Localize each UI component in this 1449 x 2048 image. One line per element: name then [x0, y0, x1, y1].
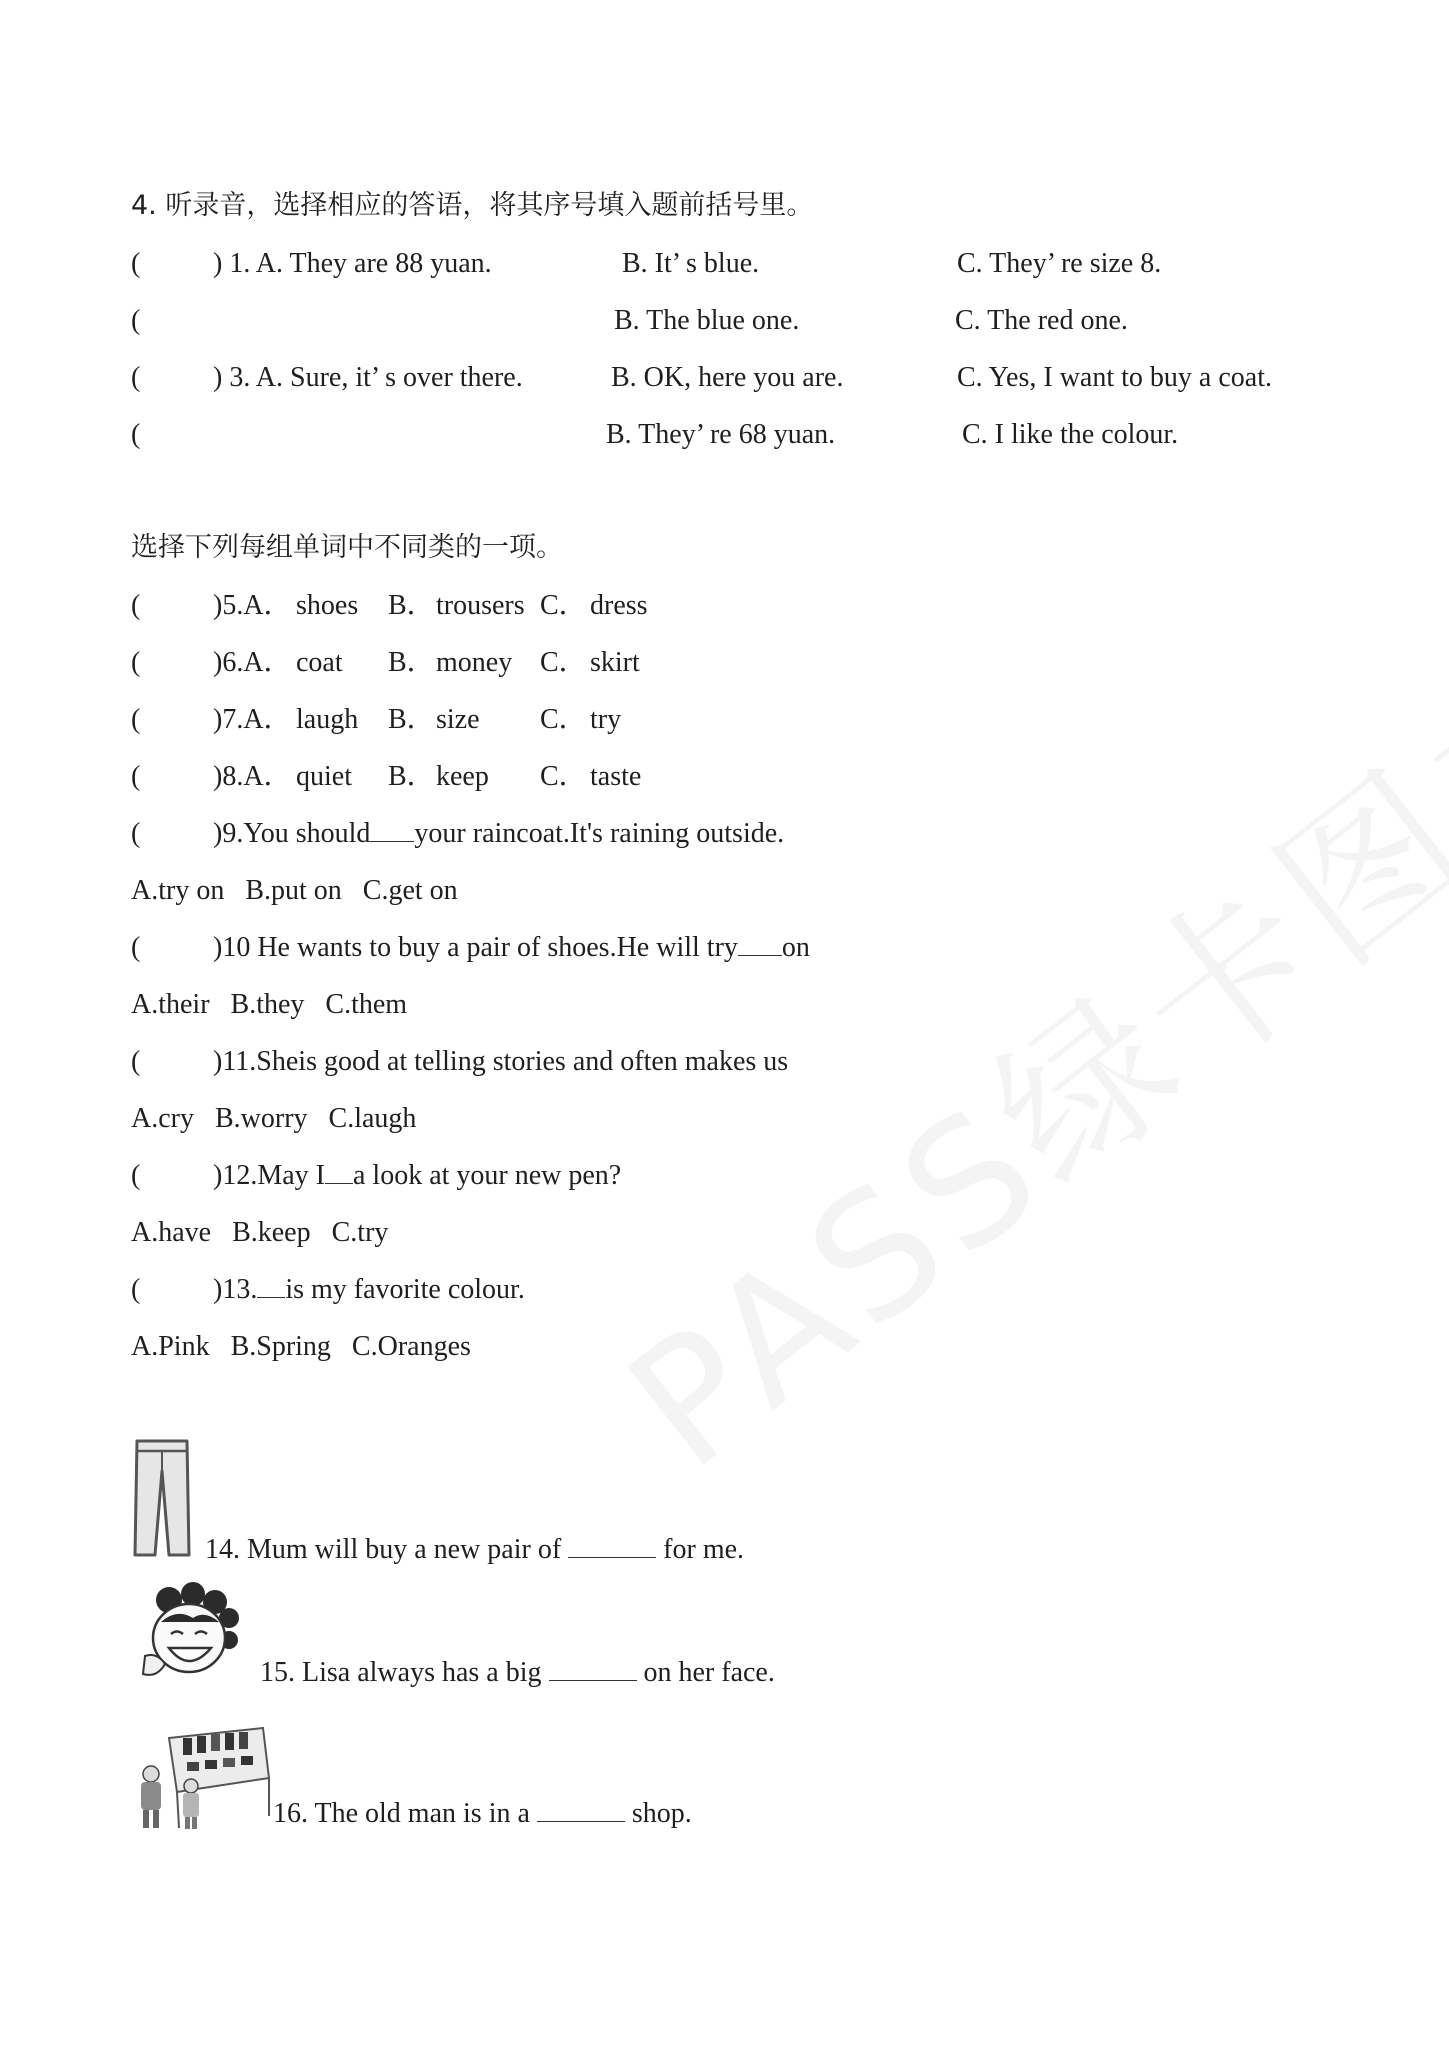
question-13-text-a: )13. — [213, 1274, 258, 1305]
question-14-text-a: 14. Mum will buy a new pair of — [205, 1534, 562, 1565]
question-15-text-b: on her face. — [643, 1657, 775, 1688]
trousers-icon — [131, 1437, 193, 1559]
answer-bracket: ( — [131, 1160, 141, 1191]
question-1-option-c: C. They’ re size 8. — [957, 248, 1162, 279]
option-c-label: C． — [540, 704, 587, 735]
question-13-text-b: is my favorite colour. — [285, 1274, 525, 1305]
question-2-option-c: C. The red one. — [955, 305, 1128, 336]
question-9-options: A.try on B.put on C.get on — [131, 875, 458, 906]
question-15-text-a: 15. Lisa always has a big — [260, 1657, 542, 1688]
question-3-option-b: B. OK, here you are. — [611, 362, 844, 393]
question-14 — [205, 1536, 744, 1564]
option-a: coat — [296, 647, 343, 678]
question-1-option-b: B. It’ s blue. — [622, 248, 760, 279]
question-11: )11.Sheis good at telling stories and often makes us — [213, 1046, 789, 1077]
question-11-options: A.cry B.worry C.laugh — [131, 1103, 417, 1134]
answer-bracket: ( — [131, 1274, 141, 1305]
question-2-option-b: B. The blue one. — [614, 305, 800, 336]
question-3-option-a: ) 3. A. Sure, it’ s over there. — [213, 362, 523, 393]
option-c-label: C． — [540, 761, 587, 792]
answer-bracket: ( — [131, 704, 141, 735]
question-3-option-c: C. Yes, I want to buy a coat. — [957, 362, 1272, 393]
option-c-label: C． — [540, 590, 587, 621]
option-b: keep — [436, 761, 489, 792]
answer-bracket: ( — [131, 590, 141, 621]
question-4-option-c: C. I like the colour. — [962, 419, 1179, 450]
answer-blank[interactable] — [370, 841, 414, 842]
question-12-text-a: )12.May I — [213, 1160, 325, 1191]
option-b-label: B． — [388, 704, 435, 735]
question-13 — [213, 1276, 525, 1304]
option-b-label: B． — [388, 647, 435, 678]
question-16-text-a: 16. The old man is in a — [273, 1798, 530, 1829]
question-10-text-a: )10 He wants to buy a pair of shoes.He will try — [213, 932, 738, 963]
item-number: )5.A． — [213, 590, 292, 621]
answer-blank[interactable] — [738, 955, 782, 956]
answer-bracket: ( — [131, 932, 141, 963]
answer-bracket: ( — [131, 362, 141, 393]
smiling-girl-icon — [131, 1582, 256, 1687]
answer-blank[interactable] — [549, 1680, 637, 1681]
option-b-label: B． — [388, 761, 435, 792]
option-c: taste — [590, 761, 642, 792]
question-12 — [213, 1162, 621, 1190]
question-1-option-a: ) 1. A. They are 88 yuan. — [213, 248, 492, 279]
question-15 — [260, 1659, 775, 1687]
option-c: dress — [590, 590, 648, 621]
answer-blank[interactable] — [537, 1821, 625, 1822]
shoe-shop-icon — [131, 1720, 271, 1832]
option-b: size — [436, 704, 480, 735]
option-c: skirt — [590, 647, 640, 678]
question-16-text-b: shop. — [631, 1798, 692, 1829]
option-a: quiet — [296, 761, 352, 792]
question-9-text-b: your raincoat.It's raining outside. — [414, 818, 785, 849]
answer-blank[interactable] — [568, 1557, 656, 1558]
question-10-text-b: on — [781, 932, 810, 963]
question-10 — [213, 934, 810, 962]
section4-heading: 4. 听录音，选择相应的答语，将其序号填入题前括号里。 — [131, 190, 814, 221]
item-number: )7.A． — [213, 704, 292, 735]
answer-blank[interactable] — [325, 1183, 353, 1184]
question-10-options: A.their B.they C.them — [131, 989, 408, 1020]
question-13-options: A.Pink B.Spring C.Oranges — [131, 1331, 471, 1362]
item-number: )6.A． — [213, 647, 292, 678]
option-b: trousers — [436, 590, 525, 621]
item-number: )8.A． — [213, 761, 292, 792]
question-12-text-b: a look at your new pen? — [352, 1160, 622, 1191]
section5-heading: 选择下列每组单词中不同类的一项。 — [131, 532, 563, 563]
answer-bracket: ( — [131, 1046, 141, 1077]
answer-bracket: ( — [131, 419, 141, 450]
question-9-text-a: )9.You should — [213, 818, 371, 849]
answer-bracket: ( — [131, 248, 141, 279]
question-14-text-b: for me. — [663, 1534, 745, 1565]
answer-bracket: ( — [131, 305, 141, 336]
answer-bracket: ( — [131, 761, 141, 792]
question-16 — [273, 1800, 692, 1828]
answer-bracket: ( — [131, 647, 141, 678]
answer-bracket: ( — [131, 818, 141, 849]
option-a: shoes — [296, 590, 359, 621]
answer-blank[interactable] — [257, 1297, 285, 1298]
option-c-label: C． — [540, 647, 587, 678]
question-4-option-b: B. They’ re 68 yuan. — [606, 419, 836, 450]
option-a: laugh — [296, 704, 359, 735]
option-c: try — [590, 704, 622, 735]
option-b-label: B． — [388, 590, 435, 621]
option-b: money — [436, 647, 513, 678]
question-9 — [213, 820, 784, 848]
question-12-options: A.have B.keep C.try — [131, 1217, 389, 1248]
